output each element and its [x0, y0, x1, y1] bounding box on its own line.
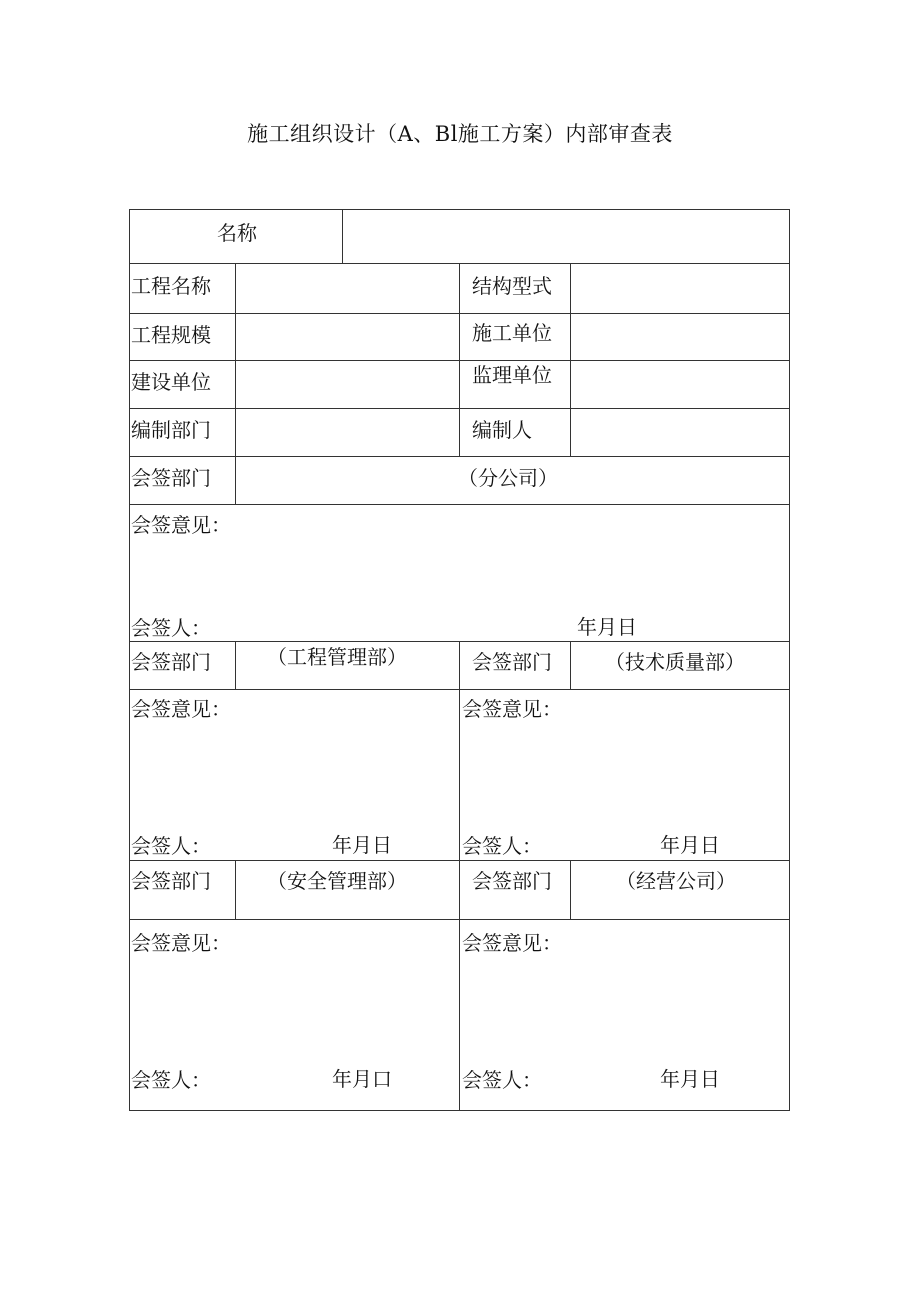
- branch-date-label: 年月日: [577, 615, 637, 639]
- business-signer-label: 会签人：: [462, 1068, 542, 1092]
- row-divider: [129, 209, 790, 210]
- branch-opinion-label: 会签意见：: [131, 513, 231, 537]
- column-divider: [235, 263, 236, 504]
- branch-dept-label: 会签部门: [131, 466, 211, 490]
- column-divider: [235, 860, 236, 919]
- supervisor-label: 监理单位: [472, 363, 552, 387]
- engineering-opinion-label: 会签意见：: [131, 697, 231, 721]
- column-divider: [235, 641, 236, 689]
- owner-label: 建设单位: [131, 370, 211, 394]
- row-divider: [129, 456, 790, 457]
- safety-signer-label: 会签人：: [131, 1068, 211, 1092]
- contractor-label: 施工单位: [472, 321, 552, 345]
- business-opinion-label: 会签意见：: [462, 931, 562, 955]
- column-divider: [570, 860, 571, 919]
- project-scale-label: 工程规模: [131, 323, 211, 347]
- column-divider: [129, 209, 130, 1111]
- safety-dept-name: （安全管理部）: [267, 869, 407, 893]
- safety-dept-label: 会签部门: [131, 869, 211, 893]
- branch-dept-name: （分公司）: [458, 466, 558, 490]
- column-divider: [459, 263, 460, 456]
- business-dept-name: （经营公司）: [616, 869, 736, 893]
- structure-type-label: 结构型式: [472, 274, 552, 298]
- tech-quality-date-label: 年月日: [660, 833, 720, 857]
- prep-dept-label: 编制部门: [131, 418, 211, 442]
- project-name-label: 工程名称: [131, 274, 211, 298]
- column-divider: [789, 209, 790, 1111]
- row-divider: [129, 1110, 790, 1111]
- name-label: 名称: [217, 221, 257, 245]
- business-date-label: 年月日: [660, 1067, 720, 1091]
- preparer-label: 编制人: [472, 418, 532, 442]
- engineering-signer-label: 会签人：: [131, 834, 211, 858]
- tech-quality-signer-label: 会签人：: [462, 834, 542, 858]
- engineering-dept-label: 会签部门: [131, 650, 211, 674]
- branch-signer-label: 会签人：: [131, 616, 211, 640]
- tech-quality-dept-label: 会签部门: [472, 650, 552, 674]
- row-divider: [129, 504, 790, 505]
- engineering-date-label: 年月日: [332, 833, 392, 857]
- column-divider: [459, 641, 460, 1110]
- column-divider: [342, 209, 343, 263]
- column-divider: [570, 263, 571, 456]
- column-divider: [570, 641, 571, 689]
- review-form-table: [129, 209, 790, 1111]
- form-title: 施工组织设计（A、Bl施工方案）内部审查表: [247, 122, 673, 146]
- safety-opinion-label: 会签意见：: [131, 931, 231, 955]
- tech-quality-opinion-label: 会签意见：: [462, 697, 562, 721]
- tech-quality-dept-name: （技术质量部）: [605, 650, 745, 674]
- engineering-dept-name: （工程管理部）: [267, 645, 407, 669]
- safety-date-label: 年月口: [332, 1067, 392, 1091]
- business-dept-label: 会签部门: [472, 869, 552, 893]
